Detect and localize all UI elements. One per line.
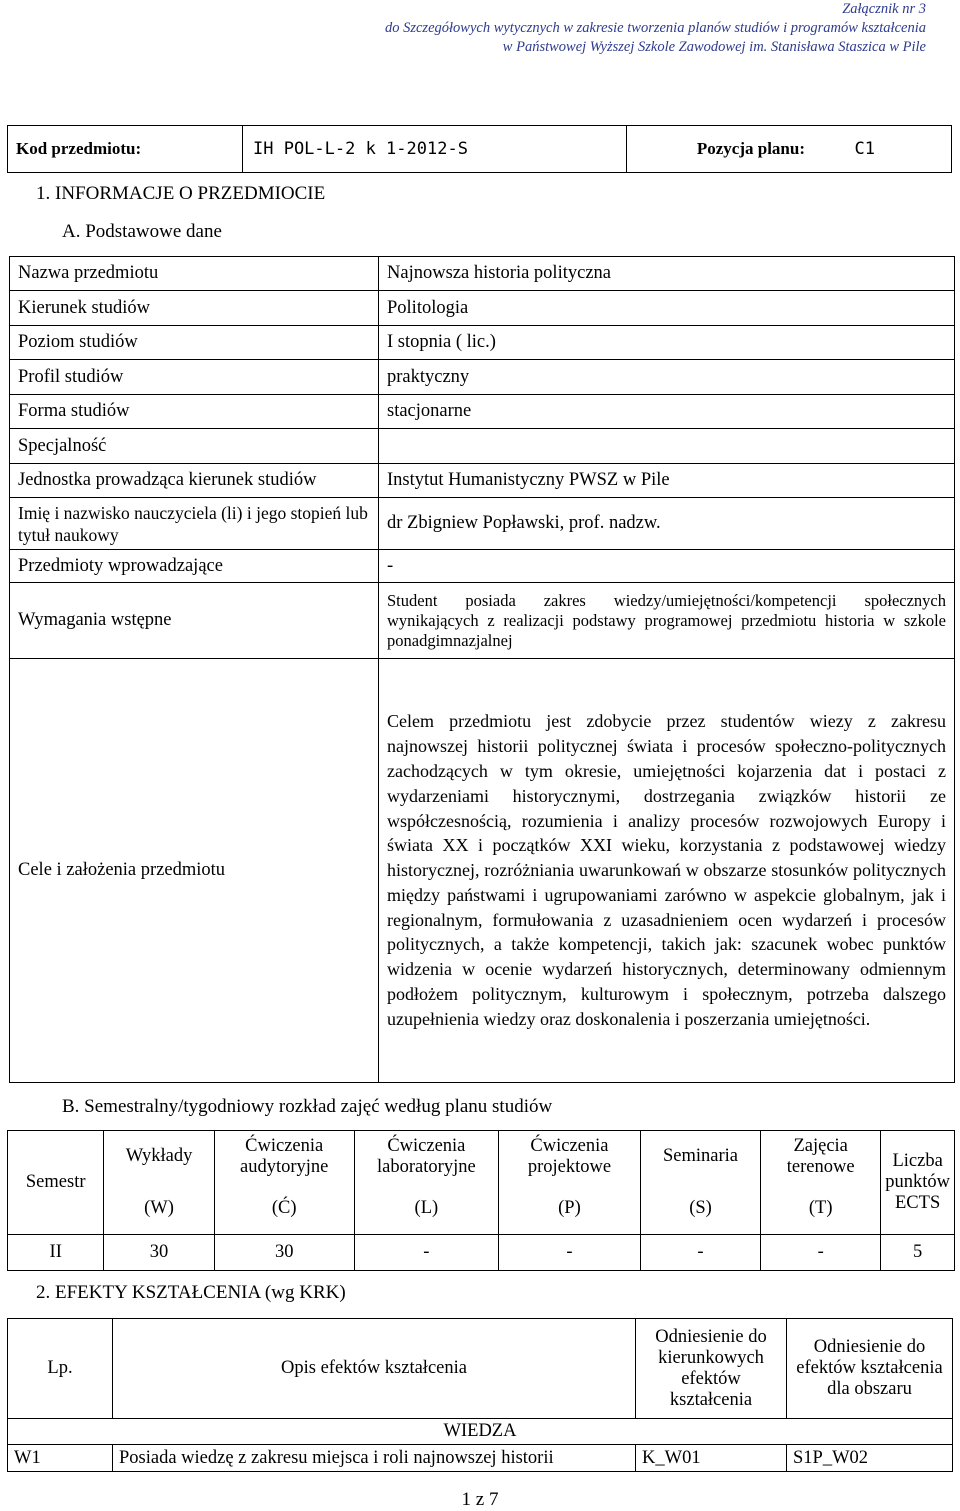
effect-kierunkowe: K_W01	[636, 1445, 787, 1472]
basic-value: -	[379, 550, 955, 583]
effects-table	[7, 1318, 953, 1472]
basic-label: Jednostka prowadząca kierunek studiów	[10, 464, 379, 498]
basic-label: Imię i nazwisko nauczyciela (li) i jego stopień lub tytuł naukowy	[10, 498, 379, 550]
basic-value: Student posiada zakres wiedzy/umiejętności/kompetencji społecznych wynikających z realizacji podstawy programowej przedmiotu historia w szkole ponadgimnazjalnej	[379, 583, 955, 659]
effects-header-opis: Opis efektów kształcenia	[113, 1319, 636, 1419]
header-annex	[385, 0, 926, 57]
schedule-header-semestr: Semestr	[8, 1131, 104, 1235]
effects-header-obszar: Odniesienie do efektów kształcenia dla obszaru	[787, 1319, 953, 1419]
basic-label: Nazwa przedmiotu	[10, 257, 379, 291]
section-2-title: 2. EFEKTY KSZTAŁCENIA (wg KRK)	[36, 1282, 346, 1303]
basic-label: Cele i założenia przedmiotu	[10, 659, 379, 1083]
basic-label: Poziom studiów	[10, 326, 379, 360]
pozycja-label: Pozycja planu:	[627, 126, 814, 173]
basic-label: Forma studiów	[10, 395, 379, 429]
page-number: 1 z 7	[461, 1489, 499, 1510]
basic-value: Najnowsza historia polityczna	[379, 257, 955, 291]
basic-value: I stopnia ( lic.)	[379, 326, 955, 360]
schedule-abbr: (L)	[354, 1183, 498, 1235]
schedule-header: Wykłady	[104, 1131, 214, 1183]
basic-label: Kierunek studiów	[10, 291, 379, 326]
schedule-abbr: (S)	[640, 1183, 760, 1235]
basic-label: Wymagania wstępne	[10, 583, 379, 659]
schedule-cell: 5	[881, 1235, 955, 1271]
basic-label: Profil studiów	[10, 360, 379, 395]
schedule-header: Zajęcia terenowe	[761, 1131, 881, 1183]
schedule-header-ects: Liczba punktów ECTS	[881, 1131, 955, 1235]
basic-value: dr Zbigniew Popławski, prof. nadzw.	[379, 498, 955, 550]
basic-value: stacjonarne	[379, 395, 955, 429]
effects-header-kierunkowe: Odniesienie do kierunkowych efektów kształcenia	[636, 1319, 787, 1419]
effects-header-lp: Lp.	[8, 1319, 113, 1419]
basic-value: praktyczny	[379, 360, 955, 395]
schedule-cell: -	[354, 1235, 498, 1271]
schedule-cell: 30	[104, 1235, 214, 1271]
basic-data-table	[9, 256, 955, 1083]
schedule-header: Ćwiczenia projektowe	[498, 1131, 640, 1183]
schedule-header: Ćwiczenia audytoryjne	[214, 1131, 354, 1183]
section-a-title: A. Podstawowe dane	[62, 221, 222, 242]
schedule-cell: -	[761, 1235, 881, 1271]
basic-value	[379, 429, 955, 464]
schedule-cell: 30	[214, 1235, 354, 1271]
schedule-abbr: (Ć)	[214, 1183, 354, 1235]
effects-group-wiedza: WIEDZA	[8, 1419, 953, 1445]
schedule-cell: II	[8, 1235, 104, 1271]
header-line-1: Załącznik nr 3	[842, 1, 926, 17]
section-b-title: B. Semestralny/tygodniowy rozkład zajęć według planu studiów	[62, 1096, 553, 1117]
header-line-3: w Państwowej Wyższej Szkole Zawodowej im. Stanisława Staszica w Pile	[502, 39, 926, 55]
basic-value: Instytut Humanistyczny PWSZ w Pile	[379, 464, 955, 498]
effect-opis: Posiada wiedzę z zakresu miejsca i roli najnowszej historii	[113, 1445, 636, 1472]
basic-value: Celem przedmiotu jest zdobycie przez studentów wiezy z zakresu najnowszej historii politycznej świata i procesów społeczno-politycznych zachodzących w tym okresie, umiejętności kojarzenia dat i postaci z wydarzeniami historycznymi, dostrzegania związków historii ze współczesnością, rozumienia i analizy procesów rozwojowych Europy i świata XX i początków XXI wieku, korzystania z podstawowej wiedzy historycznej, rozróżniania uwarunkowań w obszarze stosunków politycznych między państwami i ugrupowaniami zarówno w aspekcie globalnym, jak i regionalnym, formułowania z uzasadnieniem ocen wydarzeń i procesów politycznych, a także kompetencji, takich jak: szacunek wobec punktów widzenia w ocenie wydarzeń historycznych, determinowany odmiennym podłożem politycznym, kulturowym i społecznym, potrzeba dalszego uzupełnienia wiedzy oraz doskonalenia i poszerzania umiejętności.	[379, 659, 955, 1083]
basic-value: Politologia	[379, 291, 955, 326]
schedule-cell: -	[498, 1235, 640, 1271]
basic-label: Specjalność	[10, 429, 379, 464]
schedule-header: Seminaria	[640, 1131, 760, 1183]
schedule-table	[7, 1130, 955, 1271]
pozycja-value: C1	[813, 126, 952, 173]
kod-label: Kod przedmiotu:	[8, 126, 243, 173]
schedule-header: Ćwiczenia laboratoryjne	[354, 1131, 498, 1183]
course-code-table	[7, 125, 952, 173]
schedule-abbr: (T)	[761, 1183, 881, 1235]
header-line-2: do Szczegółowych wytycznych w zakresie tworzenia planów studiów i programów kształcenia	[384, 20, 926, 36]
schedule-cell: -	[640, 1235, 760, 1271]
schedule-abbr: (P)	[498, 1183, 640, 1235]
kod-value: IH POL-L-2 k 1-2012-S	[243, 126, 627, 173]
basic-label: Przedmioty wprowadzające	[10, 550, 379, 583]
schedule-abbr: (W)	[104, 1183, 214, 1235]
effect-obszar: S1P_W02	[787, 1445, 953, 1472]
effect-lp: W1	[8, 1445, 113, 1472]
section-1-title: 1. INFORMACJE O PRZEDMIOCIE	[36, 183, 326, 204]
